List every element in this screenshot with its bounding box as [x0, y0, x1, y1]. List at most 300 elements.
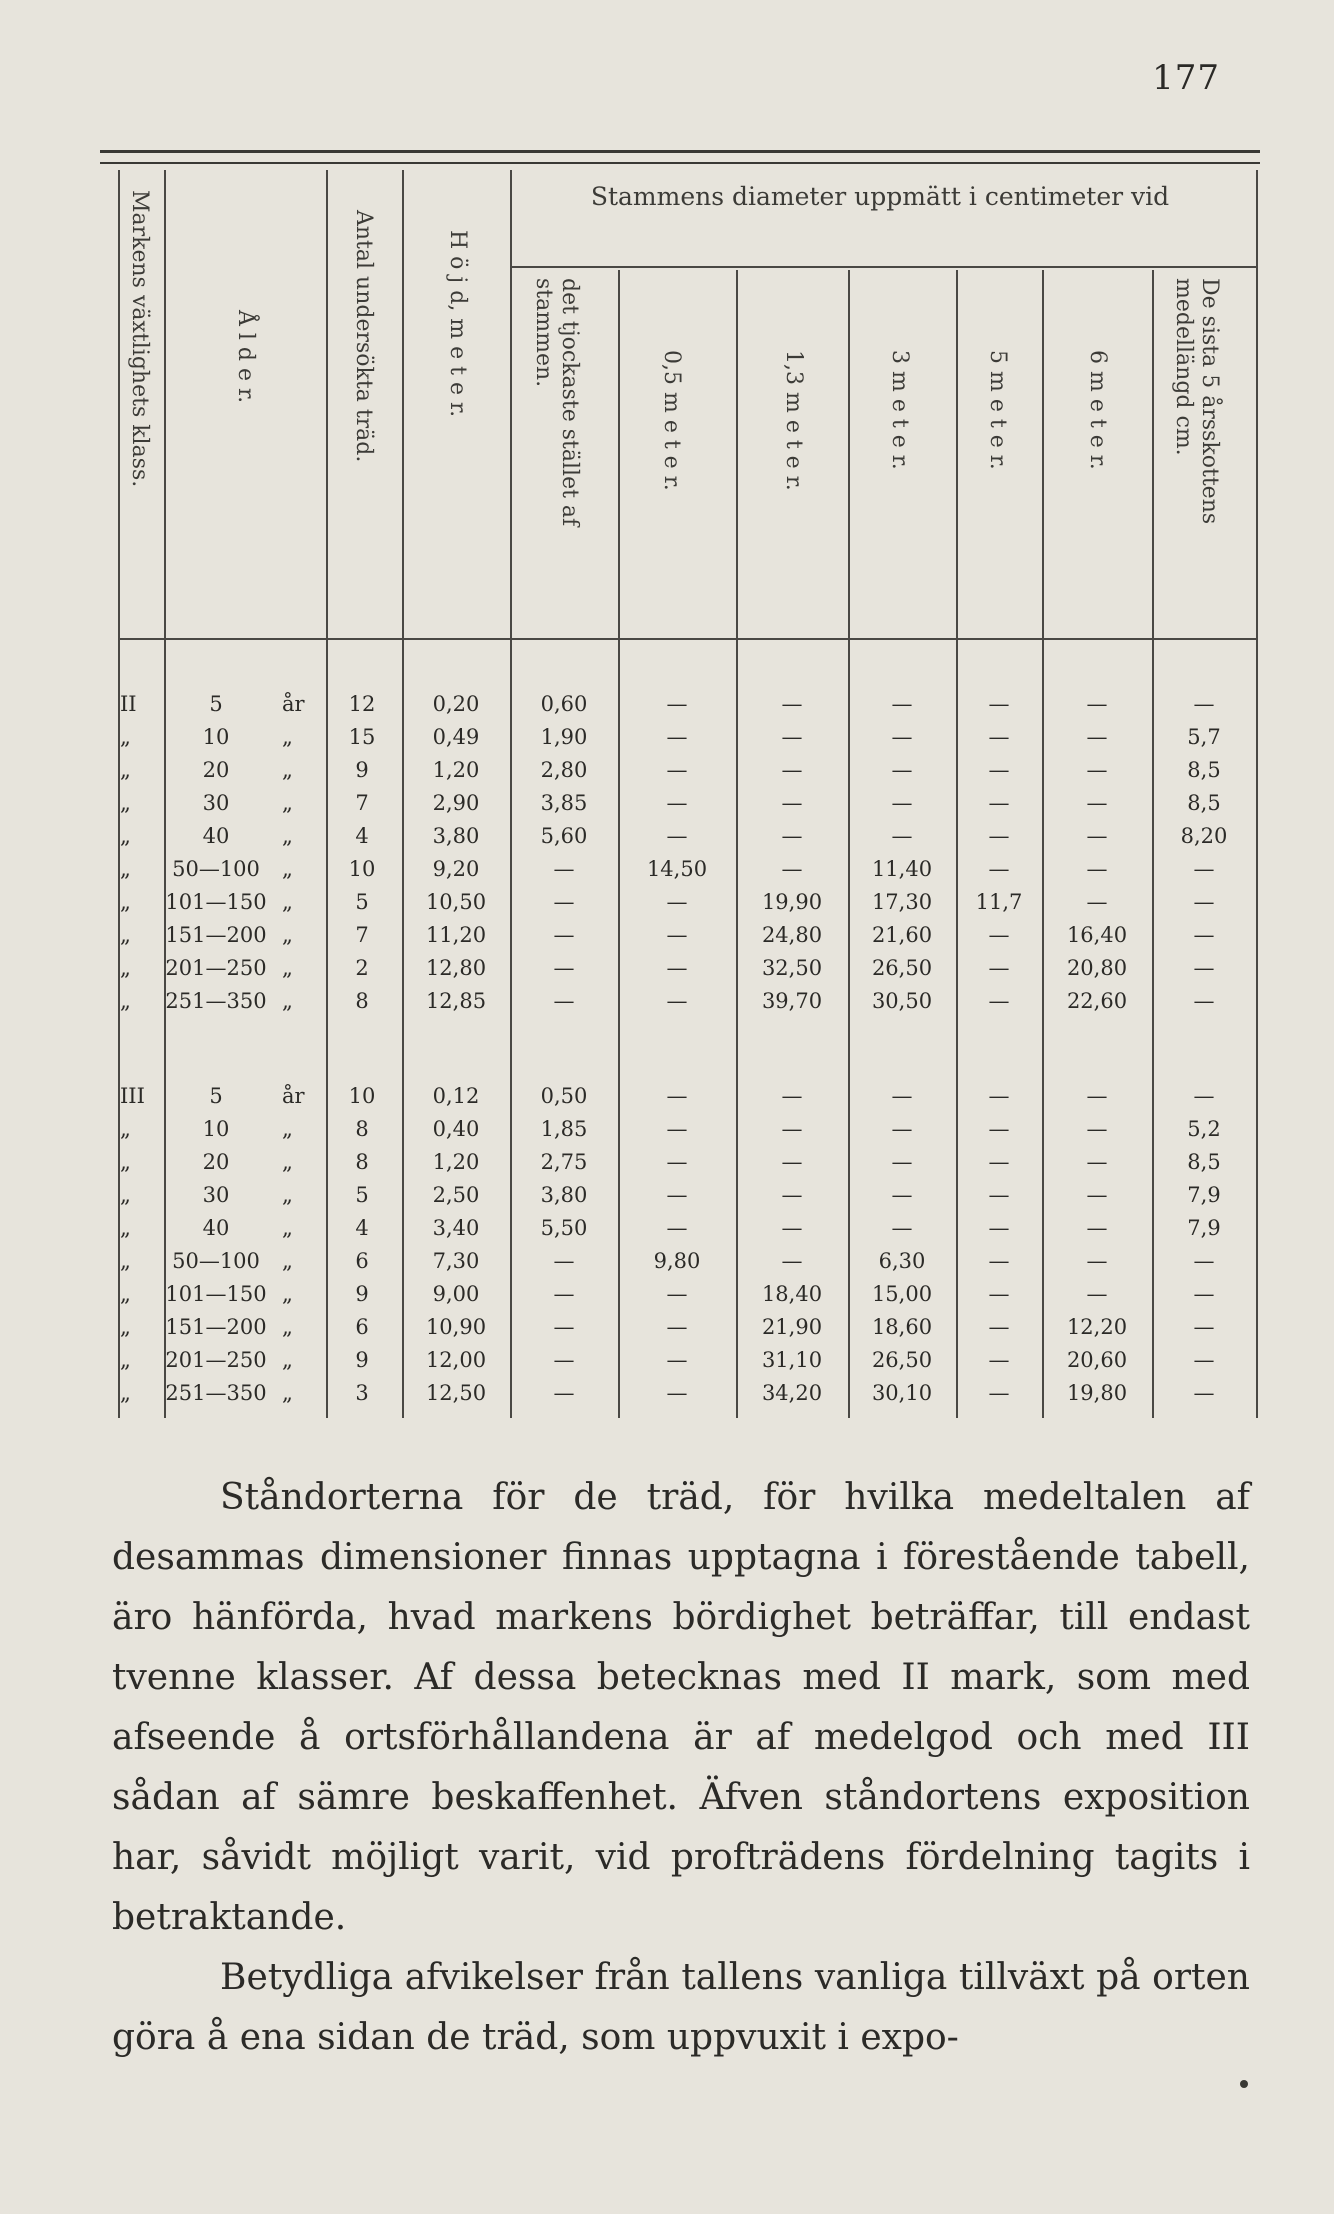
cell-class: III [120, 1084, 145, 1108]
cell-shoot-length: — [1193, 857, 1215, 881]
cell-thickest: 3,85 [540, 791, 588, 815]
table-row [118, 1113, 1258, 1146]
cell-count: 7 [355, 923, 369, 947]
age-unit: „ [282, 1150, 293, 1174]
cell-d5: — [988, 1117, 1010, 1141]
cell-d05: — [666, 1084, 688, 1108]
cell-d6: — [1086, 1282, 1108, 1306]
cell-d6: — [1086, 791, 1108, 815]
cell-d6: — [1086, 1084, 1108, 1108]
cell-class: „ [120, 1348, 131, 1372]
ink-speck [1240, 2080, 1248, 2088]
table-row [118, 1245, 1258, 1278]
cell-d6: — [1086, 1150, 1108, 1174]
age-value: 30 [202, 1183, 230, 1207]
header-shoot-length: De sista 5 årsskottens medellängd cm. [1171, 278, 1222, 525]
cell-height: 12,00 [425, 1348, 487, 1372]
cell-age [156, 688, 316, 721]
table-row [118, 952, 1258, 985]
cell-count: 6 [355, 1315, 369, 1339]
cell-d3: 26,50 [871, 1348, 933, 1372]
cell-d13: — [781, 758, 803, 782]
cell-thickest: 0,60 [540, 692, 588, 716]
age-value: 201—250 [165, 956, 267, 980]
cell-age [156, 853, 316, 886]
cell-thickest: — [553, 1381, 575, 1405]
cell-count: 9 [355, 1348, 369, 1372]
cell-class: „ [120, 758, 131, 782]
cell-thickest: — [553, 1282, 575, 1306]
cell-height: 10,90 [425, 1315, 487, 1339]
age-unit: „ [282, 923, 293, 947]
cell-d6: — [1086, 1216, 1108, 1240]
cell-thickest: — [553, 1348, 575, 1372]
cell-d13: 34,20 [761, 1381, 823, 1405]
page-number: 177 [1152, 58, 1220, 98]
paragraph: Betydliga afvikelser från tallens vanliga tillväxt på orten göra å ena sidan de träd, som uppvuxit i expo- [112, 1957, 1250, 2058]
table-row [118, 1344, 1258, 1377]
cell-d6: 16,40 [1066, 923, 1128, 947]
cell-count: 7 [355, 791, 369, 815]
cell-shoot-length: — [1193, 1084, 1215, 1108]
cell-d05: — [666, 1282, 688, 1306]
age-unit: „ [282, 791, 293, 815]
cell-d13: — [781, 1216, 803, 1240]
cell-d5: — [988, 1282, 1010, 1306]
table-row [118, 1146, 1258, 1179]
cell-d05: — [666, 890, 688, 914]
cell-d3: 18,60 [871, 1315, 933, 1339]
table-row [118, 820, 1258, 853]
cell-d05: — [666, 989, 688, 1013]
table-row [118, 1377, 1258, 1410]
cell-d5: — [988, 956, 1010, 980]
cell-d05: — [666, 956, 688, 980]
age-unit: „ [282, 758, 293, 782]
cell-d3: 11,40 [871, 857, 933, 881]
age-value: 5 [209, 1084, 223, 1108]
cell-d6: — [1086, 890, 1108, 914]
cell-class: „ [120, 725, 131, 749]
cell-d6: — [1086, 725, 1108, 749]
cell-height: 0,20 [432, 692, 480, 716]
cell-d05: 14,50 [646, 857, 708, 881]
cell-age [156, 1377, 316, 1410]
cell-d5: — [988, 791, 1010, 815]
cell-d05: — [666, 1348, 688, 1372]
cell-shoot-length: 8,20 [1180, 824, 1228, 848]
cell-count: 15 [348, 725, 376, 749]
cell-shoot-length: — [1193, 1282, 1215, 1306]
cell-shoot-length: — [1193, 1381, 1215, 1405]
cell-d3: 21,60 [871, 923, 933, 947]
cell-count: 5 [355, 1183, 369, 1207]
age-value: 20 [202, 758, 230, 782]
cell-height: 2,90 [432, 791, 480, 815]
cell-d5: — [988, 1348, 1010, 1372]
cell-count: 10 [348, 857, 376, 881]
cell-shoot-length: 7,9 [1187, 1216, 1221, 1240]
cell-d13: — [781, 1150, 803, 1174]
age-value: 101—150 [165, 1282, 267, 1306]
cell-height: 1,20 [432, 1150, 480, 1174]
cell-d3: 30,50 [871, 989, 933, 1013]
cell-d3: — [891, 758, 913, 782]
cell-thickest: 1,90 [540, 725, 588, 749]
cell-d6: 20,60 [1066, 1348, 1128, 1372]
cell-count: 6 [355, 1249, 369, 1273]
cell-age [156, 1179, 316, 1212]
cell-d6: 20,80 [1066, 956, 1128, 980]
header-count: Antal undersökta träd. [351, 210, 376, 463]
cell-d13: — [781, 725, 803, 749]
cell-count: 3 [355, 1381, 369, 1405]
cell-shoot-length: — [1193, 1315, 1215, 1339]
cell-d13: — [781, 1084, 803, 1108]
cell-d13: 24,80 [761, 923, 823, 947]
cell-d13: 19,90 [761, 890, 823, 914]
age-unit: „ [282, 824, 293, 848]
cell-d05: — [666, 923, 688, 947]
age-unit: „ [282, 956, 293, 980]
cell-height: 9,00 [432, 1282, 480, 1306]
cell-class: „ [120, 923, 131, 947]
cell-shoot-length: — [1193, 989, 1215, 1013]
cell-thickest: — [553, 1249, 575, 1273]
age-value: 10 [202, 725, 230, 749]
cell-class: „ [120, 1150, 131, 1174]
age-value: 20 [202, 1150, 230, 1174]
age-unit: „ [282, 1282, 293, 1306]
age-unit: „ [282, 1381, 293, 1405]
top-rule-thin [100, 162, 1260, 164]
cell-shoot-length: — [1193, 1348, 1215, 1372]
cell-d13: 21,90 [761, 1315, 823, 1339]
cell-d3: 26,50 [871, 956, 933, 980]
cell-d13: 18,40 [761, 1282, 823, 1306]
cell-d5: — [988, 923, 1010, 947]
cell-age [156, 1344, 316, 1377]
age-unit: „ [282, 725, 293, 749]
cell-d3: — [891, 1183, 913, 1207]
cell-d5: — [988, 1381, 1010, 1405]
cell-shoot-length: — [1193, 890, 1215, 914]
table-row [118, 919, 1258, 952]
cell-age [156, 1080, 316, 1113]
age-value: 201—250 [165, 1348, 267, 1372]
cell-age [156, 919, 316, 952]
cell-age [156, 754, 316, 787]
cell-shoot-length: 5,7 [1187, 725, 1221, 749]
table-row [118, 853, 1258, 886]
age-unit: år [282, 1084, 305, 1108]
group-header-rule [510, 266, 1258, 268]
cell-d3: 17,30 [871, 890, 933, 914]
cell-d3: — [891, 725, 913, 749]
cell-thickest: 3,80 [540, 1183, 588, 1207]
cell-height: 7,30 [432, 1249, 480, 1273]
age-unit: „ [282, 1249, 293, 1273]
age-unit: „ [282, 857, 293, 881]
cell-d05: 9,80 [653, 1249, 701, 1273]
cell-thickest: 5,60 [540, 824, 588, 848]
cell-class: „ [120, 1183, 131, 1207]
table-row [118, 688, 1258, 721]
cell-shoot-length: 7,9 [1187, 1183, 1221, 1207]
cell-d6: — [1086, 1249, 1108, 1273]
cell-class: „ [120, 791, 131, 815]
cell-count: 4 [355, 1216, 369, 1240]
cell-count: 9 [355, 758, 369, 782]
age-value: 151—200 [165, 1315, 267, 1339]
age-value: 5 [209, 692, 223, 716]
cell-age [156, 886, 316, 919]
cell-count: 12 [348, 692, 376, 716]
cell-d13: — [781, 857, 803, 881]
cell-age [156, 1212, 316, 1245]
cell-d13: — [781, 1117, 803, 1141]
age-value: 151—200 [165, 923, 267, 947]
cell-d6: 22,60 [1066, 989, 1128, 1013]
cell-count: 8 [355, 1150, 369, 1174]
age-unit: „ [282, 890, 293, 914]
cell-age [156, 1146, 316, 1179]
cell-age [156, 721, 316, 754]
cell-age [156, 787, 316, 820]
cell-thickest: 1,85 [540, 1117, 588, 1141]
cell-count: 4 [355, 824, 369, 848]
cell-d05: — [666, 824, 688, 848]
header-class: Markens växtlighets klass. [127, 190, 152, 488]
cell-d5: — [988, 1183, 1010, 1207]
cell-d6: — [1086, 824, 1108, 848]
cell-d05: — [666, 1315, 688, 1339]
cell-d3: 30,10 [871, 1381, 933, 1405]
cell-height: 11,20 [425, 923, 487, 947]
cell-d5: 11,7 [975, 890, 1023, 914]
cell-d6: 19,80 [1066, 1381, 1128, 1405]
table-row [118, 787, 1258, 820]
table-row [118, 721, 1258, 754]
age-value: 40 [202, 824, 230, 848]
cell-height: 3,80 [432, 824, 480, 848]
cell-d13: 31,10 [761, 1348, 823, 1372]
cell-d3: 15,00 [871, 1282, 933, 1306]
table-row [118, 1278, 1258, 1311]
cell-d05: — [666, 1117, 688, 1141]
header-d6: 6 m e t e r. [1085, 350, 1110, 470]
cell-class: „ [120, 1315, 131, 1339]
cell-d3: — [891, 824, 913, 848]
cell-d05: — [666, 1150, 688, 1174]
cell-class: „ [120, 1117, 131, 1141]
cell-d6: — [1086, 758, 1108, 782]
cell-d3: — [891, 791, 913, 815]
cell-d3: — [891, 1216, 913, 1240]
header-d05: 0,5 m e t e r. [659, 350, 684, 491]
cell-d13: — [781, 1183, 803, 1207]
table-row [118, 886, 1258, 919]
cell-d5: — [988, 1216, 1010, 1240]
cell-age [156, 1113, 316, 1146]
diameter-group-header: Stammens diameter uppmätt i centimeter vid [590, 182, 1170, 211]
cell-height: 0,12 [432, 1084, 480, 1108]
cell-age [156, 820, 316, 853]
cell-shoot-length: — [1193, 1249, 1215, 1273]
data-table [118, 170, 1258, 1418]
cell-d5: — [988, 1249, 1010, 1273]
cell-shoot-length: 8,5 [1187, 791, 1221, 815]
age-value: 30 [202, 791, 230, 815]
cell-d6: — [1086, 1117, 1108, 1141]
table-row [118, 1212, 1258, 1245]
cell-d05: — [666, 1183, 688, 1207]
cell-d05: — [666, 1381, 688, 1405]
cell-shoot-length: 8,5 [1187, 1150, 1221, 1174]
cell-thickest: — [553, 890, 575, 914]
cell-age [156, 952, 316, 985]
cell-class: „ [120, 989, 131, 1013]
cell-thickest: — [553, 1315, 575, 1339]
cell-count: 10 [348, 1084, 376, 1108]
cell-class: „ [120, 1249, 131, 1273]
cell-thickest: 0,50 [540, 1084, 588, 1108]
cell-d13: 32,50 [761, 956, 823, 980]
cell-thickest: — [553, 956, 575, 980]
paragraph: Ståndorterna för de träd, för hvilka medeltalen af desammas dimensioner finnas upptagna i förestående tabell, äro hänförda, hvad markens bördighet beträffar, till endast tvenne klasser. Af dessa betecknas med II mark, som med afseende å ortsförhållandena är af medelgod och med III sådan af sämre beskaffenhet. Äfven ståndortens exposition har, såvidt möjligt varit, vid profträdens fördelning tagits i betraktande. [112, 1477, 1250, 1938]
cell-class: „ [120, 1216, 131, 1240]
cell-shoot-length: — [1193, 692, 1215, 716]
cell-thickest: 2,80 [540, 758, 588, 782]
cell-d5: — [988, 1084, 1010, 1108]
body-text [112, 1468, 1250, 2068]
cell-d5: — [988, 1315, 1010, 1339]
cell-height: 12,80 [425, 956, 487, 980]
header-d5: 5 m e t e r. [985, 350, 1010, 470]
age-unit: „ [282, 1348, 293, 1372]
cell-age [156, 985, 316, 1018]
cell-count: 9 [355, 1282, 369, 1306]
age-value: 101—150 [165, 890, 267, 914]
cell-d05: — [666, 725, 688, 749]
cell-class: „ [120, 956, 131, 980]
cell-d5: — [988, 824, 1010, 848]
age-unit: år [282, 692, 305, 716]
cell-count: 5 [355, 890, 369, 914]
cell-class: „ [120, 857, 131, 881]
cell-d5: — [988, 1150, 1010, 1174]
cell-height: 12,85 [425, 989, 487, 1013]
cell-d5: — [988, 692, 1010, 716]
table-row [118, 1080, 1258, 1113]
cell-shoot-length: 8,5 [1187, 758, 1221, 782]
cell-count: 2 [355, 956, 369, 980]
header-thickest: det tjockaste stället af stammen. [531, 278, 582, 527]
cell-d5: — [988, 725, 1010, 749]
cell-d13: — [781, 824, 803, 848]
age-unit: „ [282, 1183, 293, 1207]
age-value: 251—350 [165, 1381, 267, 1405]
cell-class: „ [120, 890, 131, 914]
table-row [118, 1179, 1258, 1212]
age-value: 10 [202, 1117, 230, 1141]
cell-d13: 39,70 [761, 989, 823, 1013]
cell-d6: — [1086, 1183, 1108, 1207]
cell-thickest: 2,75 [540, 1150, 588, 1174]
cell-d13: — [781, 1249, 803, 1273]
header-height: H ö j d, m e t e r. [445, 230, 470, 418]
table-row [118, 1311, 1258, 1344]
cell-height: 1,20 [432, 758, 480, 782]
cell-d05: — [666, 758, 688, 782]
cell-class: II [120, 692, 137, 716]
header-age: Å l d e r. [233, 310, 258, 404]
age-value: 50—100 [172, 857, 260, 881]
cell-shoot-length: — [1193, 923, 1215, 947]
cell-height: 10,50 [425, 890, 487, 914]
cell-class: „ [120, 1381, 131, 1405]
cell-height: 12,50 [425, 1381, 487, 1405]
cell-d6: 12,20 [1066, 1315, 1128, 1339]
cell-thickest: 5,50 [540, 1216, 588, 1240]
cell-d3: 6,30 [878, 1249, 926, 1273]
cell-count: 8 [355, 1117, 369, 1141]
table-row [118, 754, 1258, 787]
top-rule [100, 150, 1260, 153]
age-unit: „ [282, 1315, 293, 1339]
cell-d05: — [666, 692, 688, 716]
cell-height: 2,50 [432, 1183, 480, 1207]
cell-height: 0,49 [432, 725, 480, 749]
cell-d6: — [1086, 857, 1108, 881]
age-value: 251—350 [165, 989, 267, 1013]
table-row [118, 985, 1258, 1018]
cell-age [156, 1311, 316, 1344]
cell-height: 9,20 [432, 857, 480, 881]
header-d3: 3 m e t e r. [887, 350, 912, 470]
cell-d6: — [1086, 692, 1108, 716]
cell-shoot-length: — [1193, 956, 1215, 980]
cell-shoot-length: 5,2 [1187, 1117, 1221, 1141]
cell-d3: — [891, 1117, 913, 1141]
cell-height: 3,40 [432, 1216, 480, 1240]
cell-class: „ [120, 824, 131, 848]
age-unit: „ [282, 1117, 293, 1141]
cell-d13: — [781, 791, 803, 815]
cell-height: 0,40 [432, 1117, 480, 1141]
cell-age [156, 1278, 316, 1311]
cell-thickest: — [553, 857, 575, 881]
header-rule [118, 638, 1258, 640]
cell-class: „ [120, 1282, 131, 1306]
cell-d5: — [988, 857, 1010, 881]
cell-d3: — [891, 1084, 913, 1108]
cell-d05: — [666, 1216, 688, 1240]
cell-d5: — [988, 758, 1010, 782]
cell-age [156, 1245, 316, 1278]
cell-d13: — [781, 692, 803, 716]
age-value: 40 [202, 1216, 230, 1240]
cell-d3: — [891, 1150, 913, 1174]
age-value: 50—100 [172, 1249, 260, 1273]
age-unit: „ [282, 1216, 293, 1240]
cell-count: 8 [355, 989, 369, 1013]
cell-d5: — [988, 989, 1010, 1013]
header-d13: 1,3 m e t e r. [781, 350, 806, 491]
cell-thickest: — [553, 923, 575, 947]
cell-thickest: — [553, 989, 575, 1013]
cell-d3: — [891, 692, 913, 716]
